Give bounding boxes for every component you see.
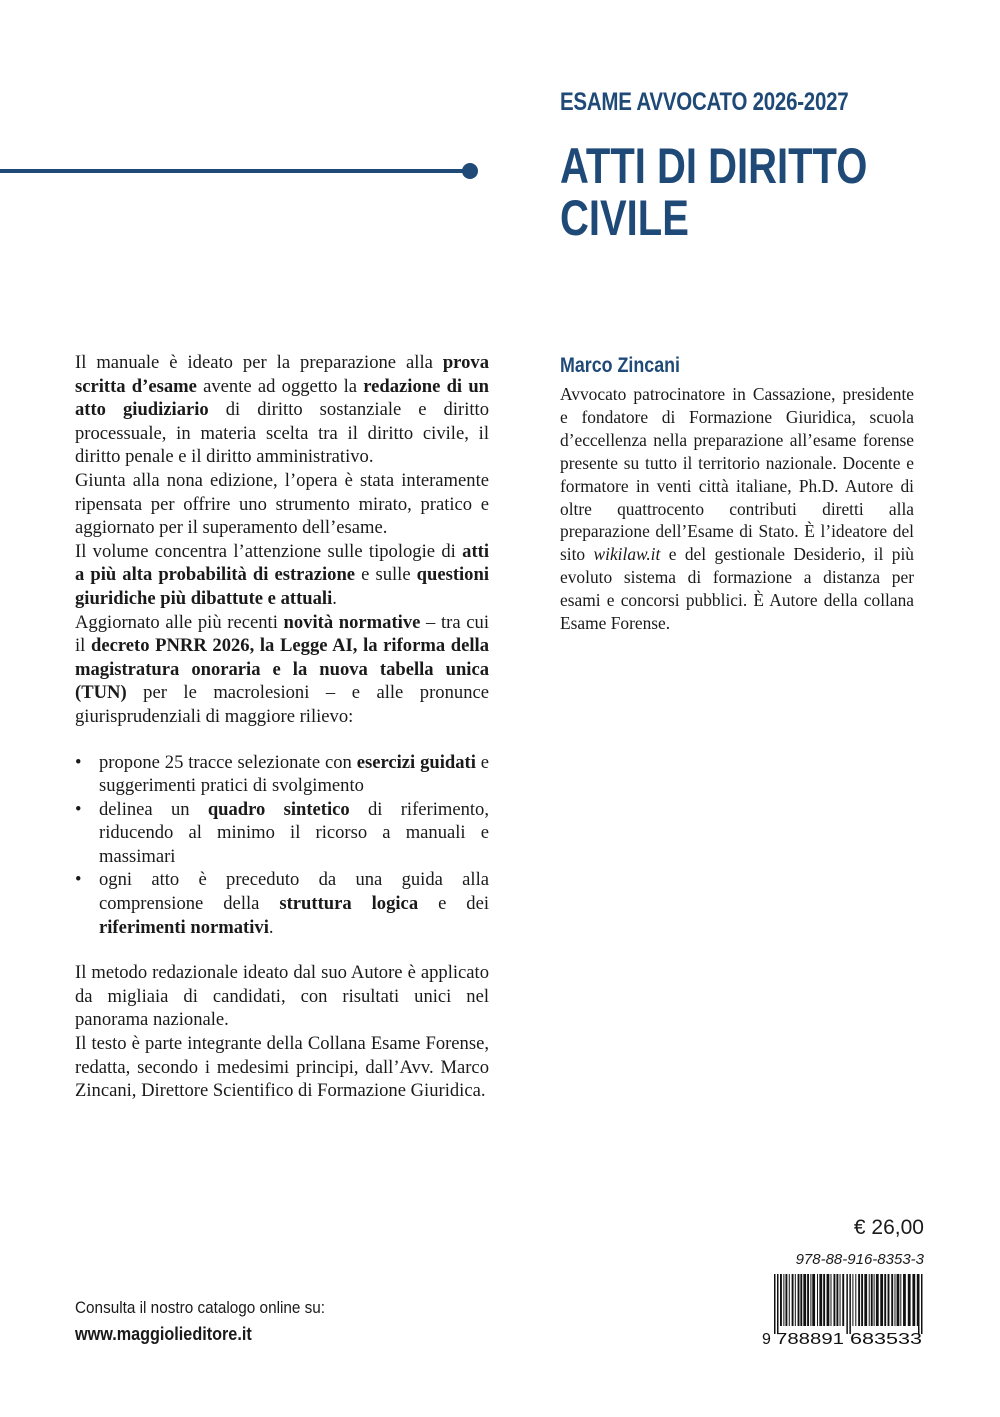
author-name: Marco Zincani [560,354,681,377]
description-paragraph: Il manuale è ideato per la preparazione alla prova scritta d’esame avente ad oggetto la redazione di un atto giudiziario di diritto sostanziale e diritto processuale, in materia scelta tra il diritto civile, il diritto penale e il diritto amministrativo. [75,352,489,468]
catalog-label: Consulta il nostro catalogo online su: [75,1298,326,1317]
barcode-digits-right: 683533 [850,1331,923,1346]
description-paragraph: Il volume concentra l’attenzione sulle tipologie di atti a più alta probabilità di estrazione e sulle questioni giuridiche più dibattute e attuali. [75,540,489,609]
book-description [75,351,489,1103]
series-label: ESAME AVVOCATO 2026-2027 [560,88,849,116]
catalog-url-link[interactable]: www.maggiolieditore.it [75,1324,252,1344]
author-bio: Avvocato patrocinatore in Cassazione, presidente e fondatore di Formazione Giuridica, scuola d’eccellenza nella preparazione all’esame forense presente su tutto il territorio nazionale. Docente e formatore in venti città italiane, Ph.D. Autore di oltre quattrocento contributi diretti alla preparazione dell’Esame di Stato. È l’ideatore del sito wikilaw.it e del gestionale Desiderio, il più evoluto sistema di formazione a distanza per esami e concorsi pubblici. È Autore della collana Esame Forense. [560,384,914,634]
title-line-2: CIVILE [560,190,689,246]
feature-list [75,751,489,940]
catalog-info [75,1298,325,1345]
description-paragraph: Aggiornato alle più recenti novità normative – tra cui il decreto PNRR 2026, la Legge AI, la riforma della magistratura onoraria e la nuova tabella unica (TUN) per le macrolesioni – e alle pronunce giurisprudenziali di maggiore rilievo: [75,611,489,727]
description-paragraph: Il metodo redazionale ideato dal suo Autore è applicato da migliaia di candidati, con risultati unici nel panorama nazionale. [75,962,489,1031]
barcode-icon [762,1274,926,1346]
description-paragraph: Giunta alla nona edizione, l’opera è stata interamente ripensata per offrire uno strumento mirato, pratico e aggiornato per il superamento dell’esame. [75,469,489,539]
title-line-1: ATTI DI DIRITTO [560,138,868,194]
isbn: 978-88-916-8353-3 [795,1251,924,1268]
price: € 26,00 [853,1216,924,1239]
decorative-rule [0,169,468,173]
feature-list-item: • propone 25 tracce selezionate con esercizi guidati e suggerimenti pratici di svolgimento [75,751,489,798]
feature-list-item: • ogni atto è preceduto da una guida alla comprensione della struttura logica e dei riferimenti normativi. [75,868,489,939]
barcode-digits-left: 788891 [776,1331,845,1346]
feature-list-item: • delinea un quadro sintetico di riferimento, riducendo al minimo il ricorso a manuali e massimari [75,798,489,869]
barcode-digit-prefix: 9 [762,1331,771,1346]
book-title [560,140,867,244]
rule-dot-icon [462,163,478,179]
description-paragraph: Il testo è parte integrante della Collana Esame Forense, redatta, secondo i medesimi principi, dall’Avv. Marco Zincani, Direttore Scientifico di Formazione Giuridica. [75,1033,489,1102]
